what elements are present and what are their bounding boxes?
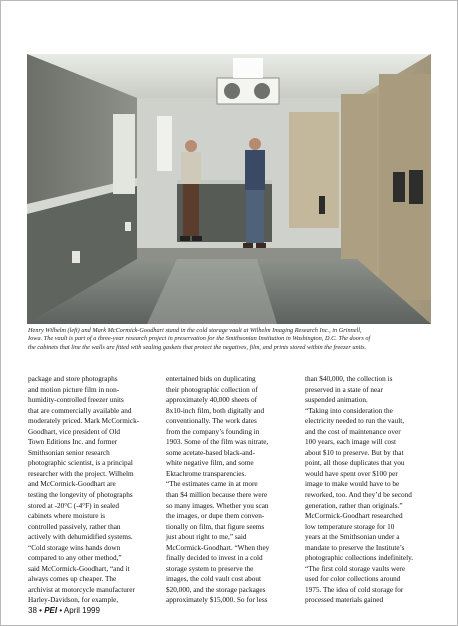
photo-caption (28, 327, 432, 352)
body-column-3 (305, 374, 431, 606)
paragraph: “Cold storage wins hands down compared to any other method,” said McCormick-Goodhart, “and it always comes up cheaper. The archivist at motorcycle manufacturer Harley-Davidson, for example, (28, 543, 135, 605)
paragraph: entertained bids on duplicating their photographic collection of approximately 40,000 sheets of 8x10-inch film, both digitally and conventionally. The work dates from the company’s founding in 1903. Some of the film was nitrate, some acetate-based black-and- white negative film, and some Ektachrome transparencies. (166, 375, 269, 478)
paragraph: than $40,000, the collection is preserved in a state of near suspended animation. (305, 375, 393, 405)
paragraph: McCormick-Goodhart researched low temperature storage for 10 years at the Smithsonian under a mandate to preserve the Institute’s photographic collections indefinitely. “The first cold storage vaults were used for color collections around 1975. The idea of cold storage for processed materials gained (305, 512, 414, 605)
cold-storage-vault-photo (27, 54, 431, 324)
paragraph: package and store photographs and motion picture film in non- humidity-controlled freezer units that are commercially available and moderately priced. Mark McCormick- Goodhart, vice president of Old Town Editions Inc. and former Smithsonian senior research photographic scientist, is a principal researcher with the project. Wilhelm and McCormick-Goodhart are testing the longevity of photographs stored at -20°C (-4°F) in sealed cabinets where moisture is controlled passively, rather than actively with dehumidified systems. (28, 375, 140, 542)
folio-separator: • (39, 606, 42, 615)
caption-line: Henry Wilhelm (left) and Mark McCormick-Goodhart stand in the cold storage vault at Wilhelm Imaging Research Inc., in Grinnell, (28, 327, 362, 334)
page-number: 38 (28, 606, 37, 615)
body-column-2 (166, 374, 290, 606)
caption-line: Iowa. The vault is part of a three-year research project in preservation for the Smithsonian Institution in Washington, D.C. The doors of (28, 335, 371, 343)
paragraph: “The estimates came in at more than $4 million because there were so many images. Whether you scan the images, or dupe them conven- tionally on film, that figure seems just about right to me,” said McCormick-Goodhart. “When they finally decided to invest in a cold storage system to preserve the images, the cold vault cost about $20,000, and the storage packages approximately $15,000. So for less (166, 480, 270, 605)
caption-line: the cabinets that line the walls are fitted with sealing gaskets that protect the negatives, film, and prints stored within the freezer units. (28, 343, 367, 351)
issue-date: April 1999 (63, 606, 100, 615)
paragraph: “Taking into consideration the electricity needed to run the vault, and the cost of maintenance over 100 years, each image will cost about $10 to preserve. But by that point, all those duplicates that you would have spent over $100 per image to make would have to be reworked, too. And they’d be second generation, rather than originals.” (305, 406, 412, 510)
body-column-1 (28, 374, 150, 606)
publication-name: PEI (44, 606, 58, 615)
folio-dot: • (59, 606, 63, 615)
page-folio (28, 606, 100, 615)
